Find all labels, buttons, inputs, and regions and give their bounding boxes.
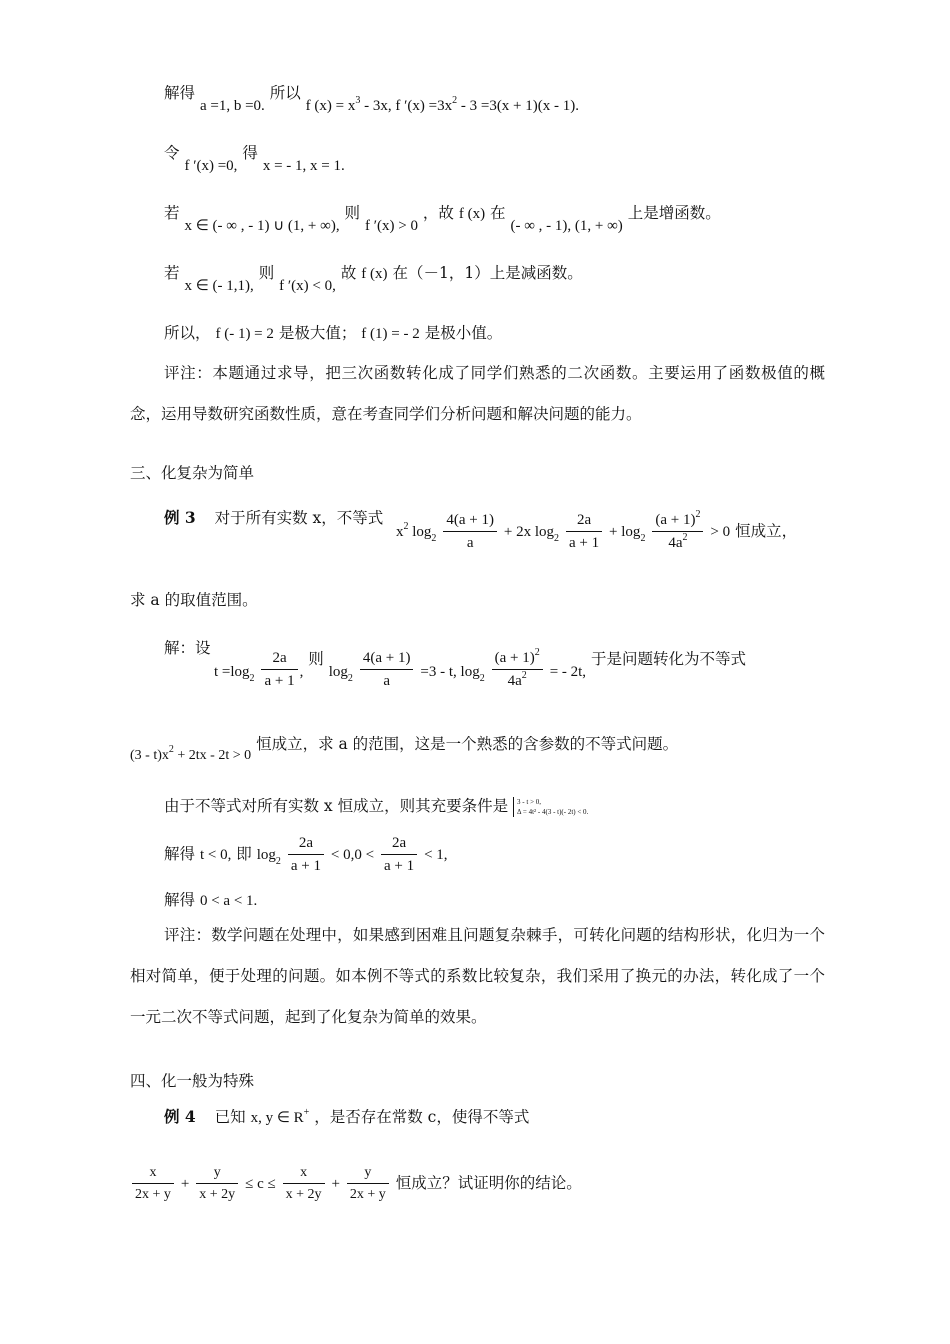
math: f ′(x) =0, — [184, 158, 238, 174]
solution-line-1 — [164, 84, 579, 114]
result-line-2 — [164, 893, 257, 909]
text: 上是增函数。 — [627, 204, 721, 222]
math — [328, 664, 353, 684]
denominator: 4a — [668, 535, 683, 551]
text: 解得 — [164, 845, 196, 863]
subscript: 2 — [431, 533, 437, 544]
math — [214, 664, 255, 684]
math: , — [299, 664, 304, 680]
math — [609, 524, 646, 544]
text: 对于所有实数 x，不等式 — [214, 509, 384, 527]
solution-line-5 — [164, 326, 502, 342]
text: 则 — [258, 264, 275, 282]
fraction — [360, 651, 414, 689]
exponent: + — [303, 1107, 310, 1118]
numerator: 2a — [381, 836, 417, 855]
text: 已知 — [214, 1108, 246, 1126]
math: > 0 — [710, 524, 731, 540]
text: 是极小值。 — [424, 324, 503, 342]
fraction — [196, 1166, 238, 1202]
fraction — [652, 509, 703, 551]
text: 恒成立， — [735, 522, 798, 540]
comment-paragraph-1: 评注：本题通过求导，把三次函数转化成了同学们熟悉的二次函数。主要运用了函数极值的概念，运用导数研究函数性质，意在考查同学们分析问题和解决问题的能力。 — [130, 364, 825, 423]
exponent: 2 — [521, 670, 527, 681]
text: 恒成立，求 a 的范围，这是一个熟悉的含参数的不等式问题。 — [256, 735, 679, 753]
numerator: x — [283, 1166, 325, 1184]
math-part: + 2tx - 2t > 0 — [177, 748, 252, 763]
denominator: a — [466, 535, 474, 551]
denominator: a + 1 — [290, 858, 321, 874]
denominator: x + 2y — [285, 1187, 322, 1202]
solution-line-2 — [164, 144, 345, 174]
subscript: 2 — [347, 673, 353, 684]
math-part: log — [328, 664, 348, 680]
text: ，是否存在常数 c，使得不等式 — [314, 1108, 530, 1126]
fraction — [443, 513, 497, 551]
numerator: 2a — [566, 513, 602, 532]
comment-paragraph-2: 评注：数学问题在处理中，如果感到困难且问题复杂棘手，可转化问题的结构形状，化归为一个相对简单，便于处理的问题。如本例不等式的系数比较复杂，我们采用了换元的办法，转化成了一个一元二次不等式问题，起到了化复杂为简单的效果。 — [130, 926, 825, 1026]
numerator: x — [132, 1166, 174, 1184]
text: 在 — [490, 204, 506, 222]
exponent: 3 — [355, 95, 361, 106]
numerator: 4(a + 1) — [443, 513, 497, 532]
text: 故 — [340, 264, 357, 282]
math: + — [331, 1176, 340, 1192]
text: 则 — [344, 204, 361, 222]
math-part: x, y ∈ R — [250, 1110, 304, 1126]
text: 令 — [164, 144, 180, 162]
math — [250, 1107, 310, 1126]
math: f (x) — [361, 266, 388, 282]
numerator: (a + 1) — [494, 650, 535, 666]
exponent: 2 — [682, 532, 688, 543]
text: 所以， — [164, 324, 211, 342]
math — [420, 664, 485, 684]
text: 由于不等式对所有实数 x 恒成立，则其充要条件是 — [164, 797, 509, 815]
denominator: a + 1 — [568, 535, 600, 551]
solution-line-4 — [164, 264, 583, 294]
math — [305, 95, 579, 114]
numerator: (a + 1) — [655, 512, 696, 528]
subscript: 2 — [640, 533, 646, 544]
math: ≤ c ≤ — [245, 1176, 276, 1192]
section-heading-3: 三、化复杂为简单 — [130, 464, 255, 482]
math: f (1) = - 2 — [361, 326, 420, 342]
denominator: 2x + y — [349, 1187, 386, 1202]
subscript: 2 — [554, 533, 560, 544]
result-line-1 — [164, 836, 448, 874]
inequality-line — [130, 735, 679, 763]
text: 解：设 — [164, 639, 211, 657]
numerator: 2a — [261, 651, 297, 670]
math — [503, 524, 560, 544]
text: 得 — [242, 144, 258, 162]
exponent: 2 — [452, 95, 458, 106]
text: 即 — [236, 845, 252, 863]
math-part: - 3 =3(x + 1)(x - 1). — [460, 98, 579, 114]
math-part: (3 - t)x — [130, 748, 169, 763]
denominator: x + 2y — [199, 1187, 236, 1202]
solution-line-3 — [164, 204, 721, 234]
math — [256, 847, 281, 867]
math-part: - 3x, f ′(x) =3x — [364, 98, 453, 114]
text: 解得 — [164, 84, 196, 102]
fraction — [492, 647, 543, 689]
text: 是极大值； — [278, 324, 357, 342]
math: f ′(x) < 0, — [279, 278, 336, 294]
fraction — [288, 836, 324, 874]
fraction — [566, 513, 602, 551]
math: + — [180, 1176, 190, 1192]
math-part: + log — [609, 524, 641, 540]
exponent: 2 — [695, 509, 701, 520]
math: x ∈ (- 1,1), — [184, 278, 254, 294]
text: 解得 — [164, 891, 196, 909]
math: 0 < a < 1. — [199, 893, 258, 909]
math — [130, 744, 252, 763]
math-part: =3 - t, log — [420, 664, 480, 680]
math: a =1, b =0. — [199, 98, 265, 114]
subscript: 2 — [275, 856, 281, 867]
system-row: Δ = 4t² - 4(3 - t)(- 2t) < 0. — [517, 808, 589, 816]
text: 所以 — [269, 84, 301, 102]
denominator: 4a — [507, 673, 522, 689]
denominator: a + 1 — [264, 673, 295, 689]
text: 恒成立？试证明你的结论。 — [395, 1174, 582, 1192]
example-4-statement — [164, 1109, 529, 1126]
fraction — [261, 651, 297, 689]
subscript: 2 — [479, 673, 485, 684]
math: t < 0, — [199, 847, 232, 863]
math: = - 2t, — [549, 664, 587, 680]
math: (- ∞ , - 1), (1, + ∞) — [510, 218, 623, 234]
equation-system — [513, 797, 588, 817]
section-heading-4: 四、化一般为特殊 — [130, 1072, 255, 1090]
math: f (x) — [458, 206, 486, 222]
exponent: 2 — [168, 744, 174, 755]
example-3-statement — [164, 510, 383, 527]
math: f ′(x) > 0 — [364, 218, 418, 234]
math-part: t =log — [214, 664, 250, 680]
example-label: 例 4 — [164, 1107, 196, 1126]
numerator: 4(a + 1) — [360, 651, 414, 670]
denominator: a + 1 — [384, 858, 415, 874]
numerator: y — [347, 1166, 389, 1184]
solution-3-math — [214, 641, 747, 689]
system-row: 3 - t > 0, — [517, 798, 542, 806]
fraction — [347, 1166, 389, 1202]
math — [396, 521, 437, 544]
text: 若 — [164, 264, 180, 282]
exponent: 2 — [534, 647, 540, 658]
denominator: a — [383, 673, 390, 689]
math: x ∈ (- ∞ , - 1) ∪ (1, + ∞), — [184, 218, 340, 234]
math-part: x — [396, 524, 404, 540]
math-part: f (x) = x — [305, 98, 356, 114]
example-label: 例 3 — [164, 508, 196, 527]
text: 若 — [164, 204, 180, 222]
fraction — [381, 836, 417, 874]
text: 则 — [308, 650, 324, 668]
example-3-question: 求 a 的取值范围。 — [130, 591, 258, 609]
math: < 0,0 < — [330, 847, 375, 863]
math: x = - 1, x = 1. — [262, 158, 345, 174]
numerator: y — [196, 1166, 238, 1184]
numerator: 2a — [288, 836, 324, 855]
subscript: 2 — [249, 673, 255, 684]
example-4-inequality — [130, 1166, 582, 1202]
text: 在（－1，1）上是减函数。 — [392, 264, 583, 282]
condition-line — [164, 797, 588, 817]
example-3-inequality — [396, 509, 798, 551]
math: < 1, — [424, 847, 448, 863]
exponent: 2 — [403, 521, 409, 532]
math-part: log — [412, 524, 432, 540]
text: ，故 — [422, 204, 454, 222]
math-part: log — [256, 847, 276, 863]
fraction — [132, 1166, 174, 1202]
solution-3-substitution — [164, 641, 211, 657]
math: f (- 1) = 2 — [215, 326, 274, 342]
text: 于是问题转化为不等式 — [591, 650, 747, 668]
math-part: + 2x log — [503, 524, 555, 540]
fraction — [283, 1166, 325, 1202]
denominator: 2x + y — [135, 1187, 171, 1202]
